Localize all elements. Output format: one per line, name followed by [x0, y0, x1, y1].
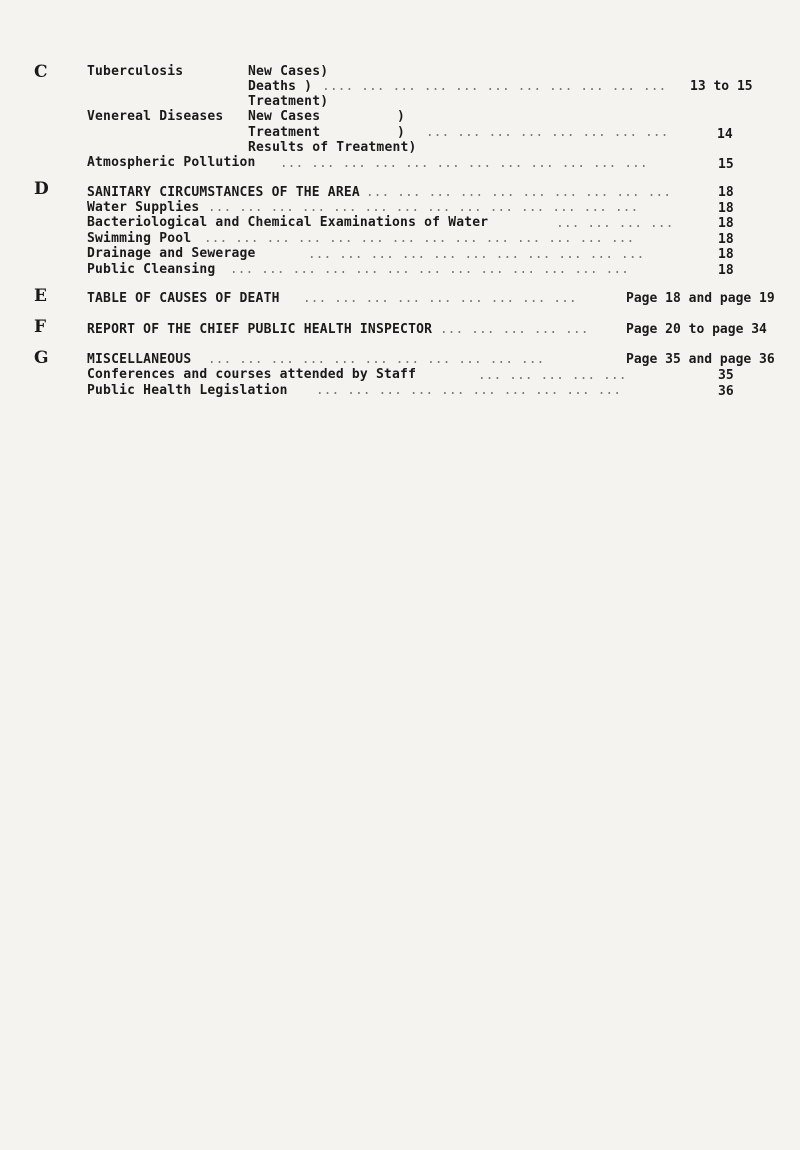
toc-entry-page: 18: [718, 247, 734, 262]
vd-paren: ): [397, 109, 406, 124]
leader-dots: ... ... ... ... ... ... ... ... ... ... ... ... ...: [222, 262, 629, 277]
section-letter-e: E: [34, 286, 47, 306]
toc-entry-label: MISCELLANEOUS: [87, 352, 192, 367]
leader-dots: ... ... ... ... ...: [432, 322, 589, 337]
toc-entry-label: Swimming Pool: [87, 231, 192, 246]
tb-treatment: Treatment): [248, 94, 329, 109]
leader-dots: ... ... ... ... ... ... ... ... ... ...: [358, 185, 672, 200]
leader-dots: ... ... ... ... ... ... ... ... ... ...: [308, 383, 622, 398]
section-letter-f: F: [34, 317, 47, 337]
leader-dots: ... ... ... ... ... ... ... ... ... ... ...: [200, 352, 545, 367]
toc-entry-label: REPORT OF THE CHIEF PUBLIC HEALTH INSPECTOR: [87, 322, 433, 337]
toc-entry-page: 18: [718, 185, 734, 200]
vd-paren: ): [397, 125, 406, 140]
toc-entry-page: 35: [718, 368, 734, 383]
section-letter-g: G: [34, 348, 49, 368]
toc-entry-label: Conferences and courses attended by Staff: [87, 367, 417, 382]
toc-entry-label: Drainage and Sewerage: [87, 246, 256, 261]
toc-entry-pages: Page 20 to page 34: [626, 322, 767, 337]
toc-entry-label: Public Cleansing: [87, 262, 216, 277]
toc-entry-page: 36: [718, 384, 734, 399]
tb-deaths: Deaths ): [248, 79, 313, 94]
tb-pages: 13 to 15: [690, 79, 753, 94]
vd-results: Results of Treatment): [248, 140, 417, 155]
toc-entry-page: 18: [718, 232, 734, 247]
toc-entry-pages: Page 18 and page 19: [626, 291, 775, 306]
vd-page: 14: [717, 127, 733, 142]
tuberculosis-heading: Tuberculosis: [87, 64, 184, 79]
leader-dots: .... ... ... ... ... ... ... ... ... ... ...: [322, 79, 667, 94]
toc-entry-page: 18: [718, 263, 734, 278]
leader-dots: ... ... ... ... ... ... ... ...: [418, 125, 669, 140]
leader-dots: ... ... ... ... ... ... ... ... ... ... ...: [300, 247, 645, 262]
leader-dots: ... ... ... ...: [556, 216, 674, 231]
atmospheric-page: 15: [718, 157, 734, 172]
toc-entry-label: Water Supplies: [87, 200, 200, 215]
atmospheric-pollution: Atmospheric Pollution: [87, 155, 256, 170]
toc-entry-page: 18: [718, 216, 734, 231]
leader-dots: ... ... ... ... ... ... ... ... ... ... ... ...: [272, 156, 648, 171]
leader-dots: ... ... ... ... ...: [470, 368, 627, 383]
leader-dots: ... ... ... ... ... ... ... ... ...: [295, 291, 577, 306]
section-letter-d: D: [34, 179, 49, 199]
toc-entry-pages: Page 35 and page 36: [626, 352, 775, 367]
leader-dots: ... ... ... ... ... ... ... ... ... ... ... ... ... ...: [200, 200, 639, 215]
toc-entry-label: TABLE OF CAUSES OF DEATH: [87, 291, 280, 306]
vd-treatment: Treatment: [248, 125, 321, 140]
toc-entry-label: Public Health Legislation: [87, 383, 288, 398]
section-letter-c: C: [34, 62, 48, 82]
vd-new-cases: New Cases: [248, 109, 321, 124]
toc-entry-page: 18: [718, 201, 734, 216]
toc-entry-label: Bacteriological and Chemical Examinations of Water: [87, 215, 489, 230]
toc-entry-label: SANITARY CIRCUMSTANCES OF THE AREA: [87, 185, 360, 200]
leader-dots: ... ... ... ... ... ... ... ... ... ... ... ... ... ...: [196, 231, 635, 246]
tb-new-cases: New Cases): [248, 64, 329, 79]
venereal-heading: Venereal Diseases: [87, 109, 224, 124]
